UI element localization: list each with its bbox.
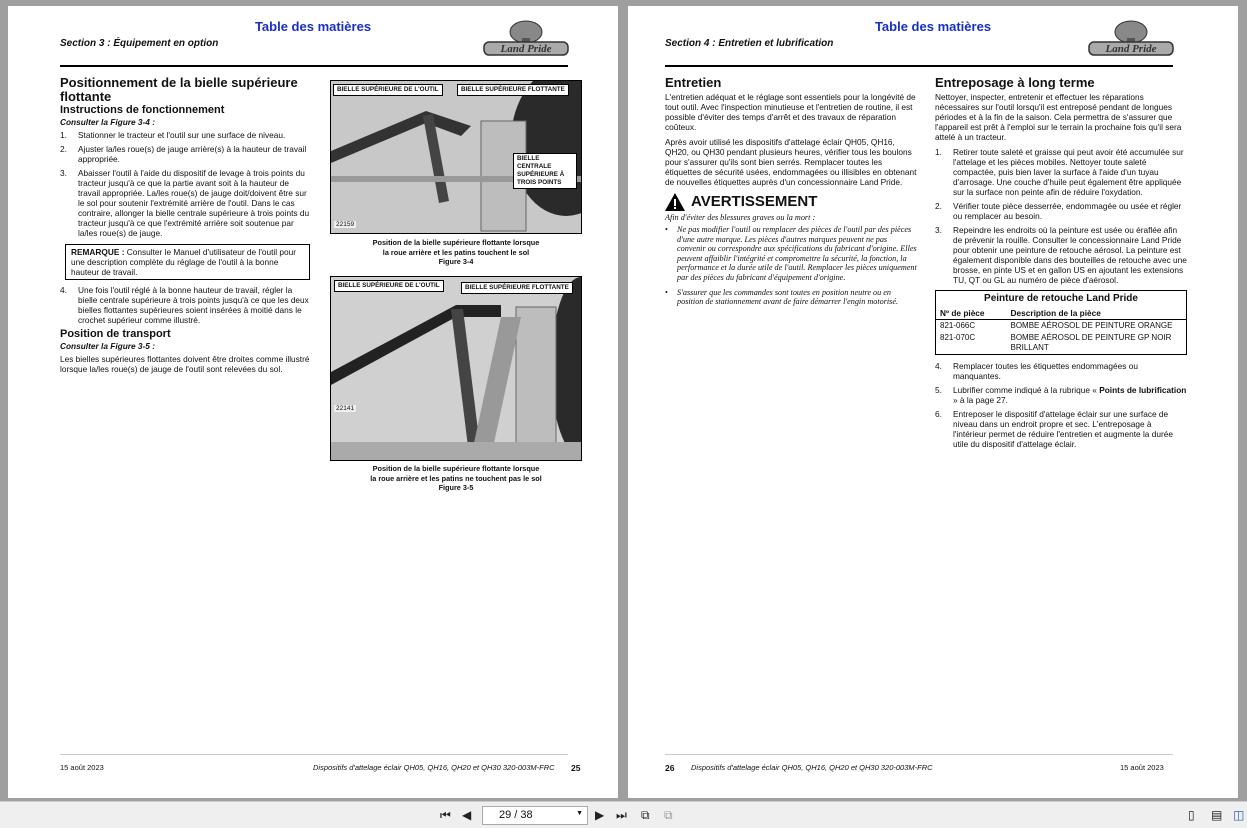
last-page-icon[interactable]: ⏭ [616,808,627,822]
subheading: Position de transport [60,328,171,340]
callout-label: BIELLE SUPÉRIEURE FLOTTANTE [457,84,569,96]
figure-caption: Position de la bielle supérieure flottante lorsque la roue arrière et les patins touchent le sol Figure 3-4 [372,238,540,266]
page-selector[interactable]: 29 / 38 ▼ [482,806,588,825]
toc-link[interactable]: Table des matières [874,19,992,34]
figure-3-5-photo [330,276,582,461]
single-page-view-icon[interactable]: ▯ [1188,808,1195,822]
list-item: 3. Abaisser l'outil à l'aide du dispositif de levage à trois points du tracteur jusqu'à ce que la partie avant soit à la hauteur de travail appropriée. La/les roue(s) de jauge doit/doivent être sur le sol pour soutenir l'extrémité arrière de l'outil. Dans le cas contraire, allonger la bielle centrale supérieure à trois points du tracteur jusqu'à ce que l'extrémité arrière soit soutenue par la/les roue(s) de jauge. [60,168,310,238]
left-column [60,76,310,379]
section-title: Section 3 : Équipement en option [60,38,219,49]
list-item: 6. Entreposer le dispositif d'attelage éclair sur une surface de niveau dans un endroit propre et sec. L'entreposage à l'intérieur permet de réduire l'entretien et augmente la durée utile du dispositif d'attelage éclair. [935,408,1173,449]
subheading: Instructions de fonctionnement [60,104,225,116]
go-forward-icon[interactable]: ⧉ [664,808,673,822]
callout-label: BIELLE SUPÉRIEURE FLOTTANTE [461,282,573,294]
list-item: 2. Vérifier toute pièce desserrée, endommagée ou usée et régler ou remplacer au besoin. [935,200,1182,221]
callout-label: BIELLE CENTRALE SUPÉRIEURE À TROIS POINTS [513,153,577,189]
prev-page-icon[interactable]: ◀ [462,808,472,822]
footer-doc: Dispositifs d'attelage éclair QH05, QH16, QH20 et QH30 320-003M-FRC [313,763,555,772]
list-item: 5. Lubrifier comme indiqué à la rubrique « Points de lubrification » à la page 27. [935,384,1187,405]
heading: Entreposage à long terme [935,75,1095,90]
warning-heading: AVERTISSEMENT [665,193,917,211]
first-page-icon[interactable]: ⏮ [440,808,451,822]
land-pride-logo [1085,20,1177,58]
table-row: 821-066C BOMBE AÉROSOL DE PEINTURE ORANGE [940,320,1173,330]
warning-item: • S'assurer que les commandes sont toutes en position neutre ou en position de stationnement avant de faire démarrer l'engin motorisé. [665,288,917,307]
table-row: 821-070C BOMBE AÉROSOL DE PEINTURE GP NOIR BRILLANT [940,332,1172,352]
paragraph: Nettoyer, inspecter, entretenir et effectuer les réparations nécessaires sur l'outil lorsqu'il est entreposé pendant de longues périodes et à la fin de la saison. Cela permettra de s'assurer que l'appareil est prêt à l'emploi sur le terrain la prochaine fois qu'il sera attelé à un tracteur. [935,91,1182,142]
footer-doc: Dispositifs d'attelage éclair QH05, QH16, QH20 et QH30 320-003M-FRC [691,763,933,772]
list-item: 4. Remplacer toutes les étiquettes endommagées ou manquantes. [935,360,1138,381]
figure-number: 22141 [336,405,355,412]
svg-text:Land Pride: Land Pride [1105,43,1157,55]
figure-ref: Consulter la Figure 3-5 : [60,341,155,351]
heading: Entretien [665,75,722,90]
footer-date: 15 août 2023 [60,763,104,772]
lubrication-link[interactable]: Points de lubrification [1099,384,1187,395]
warning-intro: Afin d'éviter des blessures graves ou la mort : [665,212,816,222]
footer-rule [60,754,568,755]
figure-number: 22159 [336,221,355,228]
page-number: 25 [571,763,581,773]
toc-link[interactable]: Table des matières [254,19,372,34]
paragraph: Après avoir utilisé les dispositifs d'attelage éclair QH05, QH16, QH20, ou QH30 pendant plusieurs heures, vérifier tous les boulons pour s'assurer qu'ils sont bien serrés. Remplacer toutes les étiquettes de sécurité usées, endommagées ou illisibles en obtenant de nouvelles étiquettes auprès d'un concessionnaire Land Pride. [665,136,917,187]
page-number: 26 [665,763,675,773]
note-box: REMARQUE : Consulter le Manuel d'utilisateur de l'outil pour une description complète du réglage de l'outil à la bonne hauteur de travail. [65,244,310,280]
two-page-view-icon[interactable]: ◫ [1233,808,1245,822]
figure-ref: Consulter la Figure 3-4 : [60,117,155,127]
viewer-toolbar [0,801,1247,828]
land-pride-logo [480,20,572,58]
list-item: 3. Repeindre les endroits où la peinture est usée ou éraflée afin de prévenir la rouille. Consulter le concessionnaire Land Pride pour obtenir une peinture de retouche aérosol. La peinture est également disponible dans des bouteilles de retouche avec une brosse, en pinte US et en gallon US en ajoutant les extensions TU, QT ou GL au numéro de pièce d'aérosol. [935,224,1187,285]
heading: Positionnement de la bielle supérieure flottante [60,75,298,104]
footer-date: 15 août 2023 [1120,763,1164,772]
next-page-icon[interactable]: ▶ [595,808,605,822]
paragraph: L'entretien adéquat et le réglage sont essentiels pour la longévité de tout outil. Avec l'inspection minutieuse et l'entretien de routine, il est possible d'éviter des temps d'arrêt et des travaux de réparation coûteux. [665,91,916,132]
list-item: 1. Stationner le tracteur et l'outil sur une surface de niveau. [60,130,286,140]
callout-label: BIELLE SUPÉRIEURE DE L'OUTIL [334,280,444,292]
figure-caption: Position de la bielle supérieure flottante lorsque la roue arrière et les patins ne touchent pas le sol Figure 3-5 [370,464,542,492]
list-item: 4. Une fois l'outil réglé à la bonne hauteur de travail, régler la bielle centrale supérieure à trois points jusqu'à ce que les deux bielles flottantes supérieures soient insérées à moitié dans le crochet supérieur comme illustré. [60,285,309,325]
list-item: 1. Retirer toute saleté et graisse qui peut avoir été accumulée sur l'attelage et les pièces mobiles. Nettoyer toute saleté compactée, puis bien laver la surface à l'aide d'un tuyau d'arrosage. Une couche d'huile peut également être appliquée sur la surface non peinte afin de réduire l'oxydation. [935,146,1184,197]
page-26 [628,6,1238,798]
svg-text:Land Pride: Land Pride [500,43,552,55]
figure-3-4-photo [330,80,582,234]
chevron-down-icon: ▼ [576,810,583,817]
left-column [665,76,917,312]
list-item: 2. Ajuster la/les roue(s) de jauge arrière(s) à la hauteur de travail appropriée. [60,144,307,164]
callout-label: BIELLE SUPÉRIEURE DE L'OUTIL [333,84,443,96]
paint-table: Peinture de retouche Land Pride Nº de pièce Description de la pièce 821-066C BOMBE AÉROSOL DE PEINTURE ORANGE 821-070C BOMBE AÉROSOL DE PEINTURE GP NOIR BRILLANT [935,290,1187,355]
page-25 [8,6,618,798]
footer-rule [665,754,1173,755]
warning-item: • Ne pas modifier l'outil ou remplacer des pièces de l'outil par des pièces d'une autre marque. Les pièces d'autres marques peuvent ne pas convenir ou correspondre aux spécifications du fabricant d'origine. Elles peuvent affaiblir l'intégrité et compromettre la sécurité, la fonction, la performance et la durée utile de l'outil. Remplacer les pièces uniquement par des pièces du fabricant d'équipement d'origine. [665,225,917,283]
header-rule [665,65,1173,67]
continuous-view-icon[interactable]: ▤ [1211,808,1223,822]
go-back-icon[interactable]: ⧉ [641,808,650,822]
section-title: Section 4 : Entretien et lubrification [665,38,834,49]
right-column [935,76,1187,453]
header-rule [60,65,568,67]
paragraph: Les bielles supérieures flottantes doivent être droites comme illustré lorsque la/les roue(s) de jauge de l'outil sont relevées du sol. [60,354,310,374]
warning-icon [665,193,685,211]
